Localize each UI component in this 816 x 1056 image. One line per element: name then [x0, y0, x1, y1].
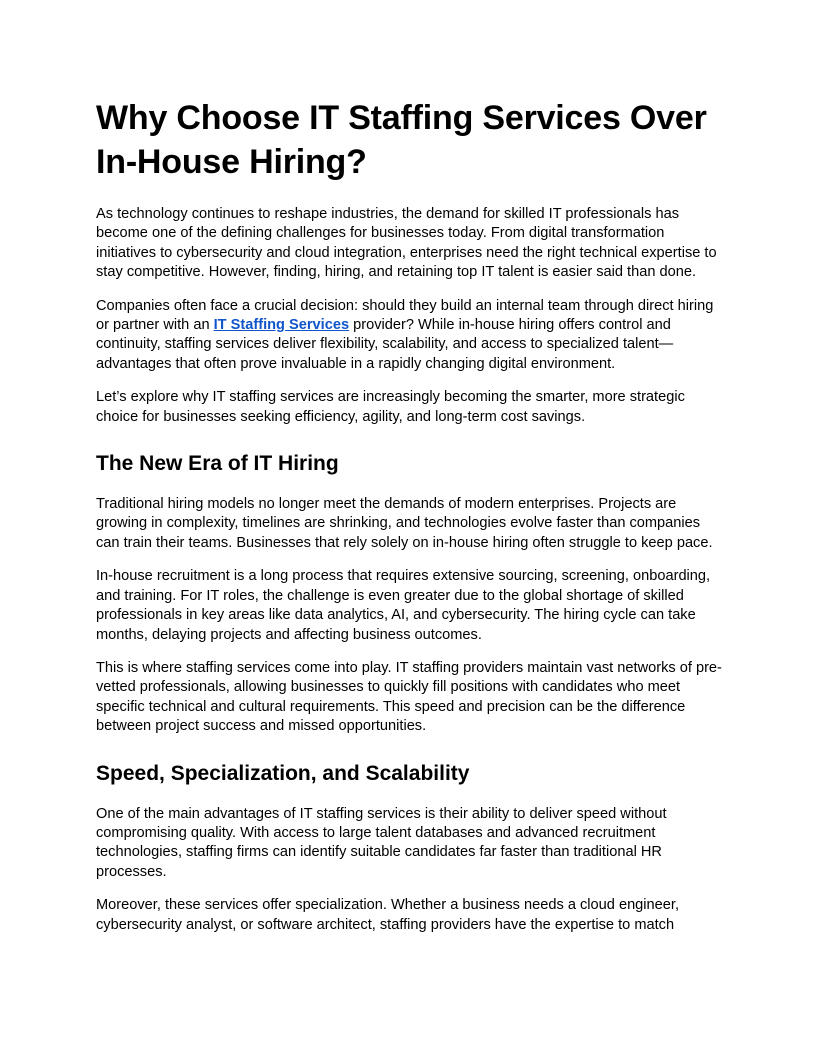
- intro-paragraph-2: [96, 297, 722, 375]
- section-1-paragraph-2: In-house recruitment is a long process that requires extensive sourcing, screening, onboarding, and training. For IT roles, the challenge is even greater due to the global shortage of skilled professionals in key areas like data analytics, AI, and cybersecurity. The hiring cycle can take months, delaying projects and affecting business outcomes.: [96, 568, 711, 643]
- page-title: Why Choose IT Staffing Services Over In-House Hiring?: [96, 99, 707, 181]
- section-1-paragraph-3: This is where staffing services come into play. IT staffing providers maintain vast networks of pre-vetted professionals, allowing businesses to quickly fill positions with candidates who meet specific technical and cultural requirements. This speed and precision can be the difference between project success and missed opportunities.: [96, 659, 722, 735]
- intro-paragraph-1: As technology continues to reshape industries, the demand for skilled IT professionals has become one of the defining challenges for businesses today. From digital transformation initiatives to cybersecurity and cloud integration, enterprises need the right technical expertise to stay competitive. However, finding, hiring, and retaining top IT talent is easier said than done.: [96, 206, 717, 281]
- section-heading-new-era: The New Era of IT Hiring: [96, 452, 339, 476]
- section-1-paragraph-1: Traditional hiring models no longer meet the demands of modern enterprises. Projects are growing in complexity, timelines are shrinking, and technologies evolve faster than companies can train their teams. Businesses that rely solely on in-house hiring often struggle to keep pace.: [96, 496, 713, 551]
- section-heading-speed: Speed, Specialization, and Scalability: [96, 761, 470, 785]
- section-2-paragraph-1: One of the main advantages of IT staffing services is their ability to deliver speed without compromising quality. With access to large talent databases and advanced recruitment technologies, staffing firms can identify suitable candidates far faster than traditional HR processes.: [96, 805, 667, 880]
- intro-paragraph-2-end: provider? While in-house hiring offers control and continuity, staffing services deliver flexibility, scalability, and access to specialized talent—advantages that often prove invaluable in a rapidly changing digital environment.: [96, 317, 674, 372]
- intro-paragraph-2-start: Companies often face a crucial decision: should they build an internal team through direct hiring or partner with an: [96, 297, 714, 334]
- document-page: [96, 96, 722, 949]
- it-staffing-services-link[interactable]: IT Staffing Services: [213, 317, 350, 334]
- intro-paragraph-3: Let’s explore why IT staffing services are increasingly becoming the smarter, more strategic choice for businesses seeking efficiency, agility, and long-term cost savings.: [96, 389, 685, 425]
- section-2-paragraph-2: Moreover, these services offer specialization. Whether a business needs a cloud engineer, cybersecurity analyst, or software architect, staffing providers have the expertise to match: [96, 897, 680, 933]
